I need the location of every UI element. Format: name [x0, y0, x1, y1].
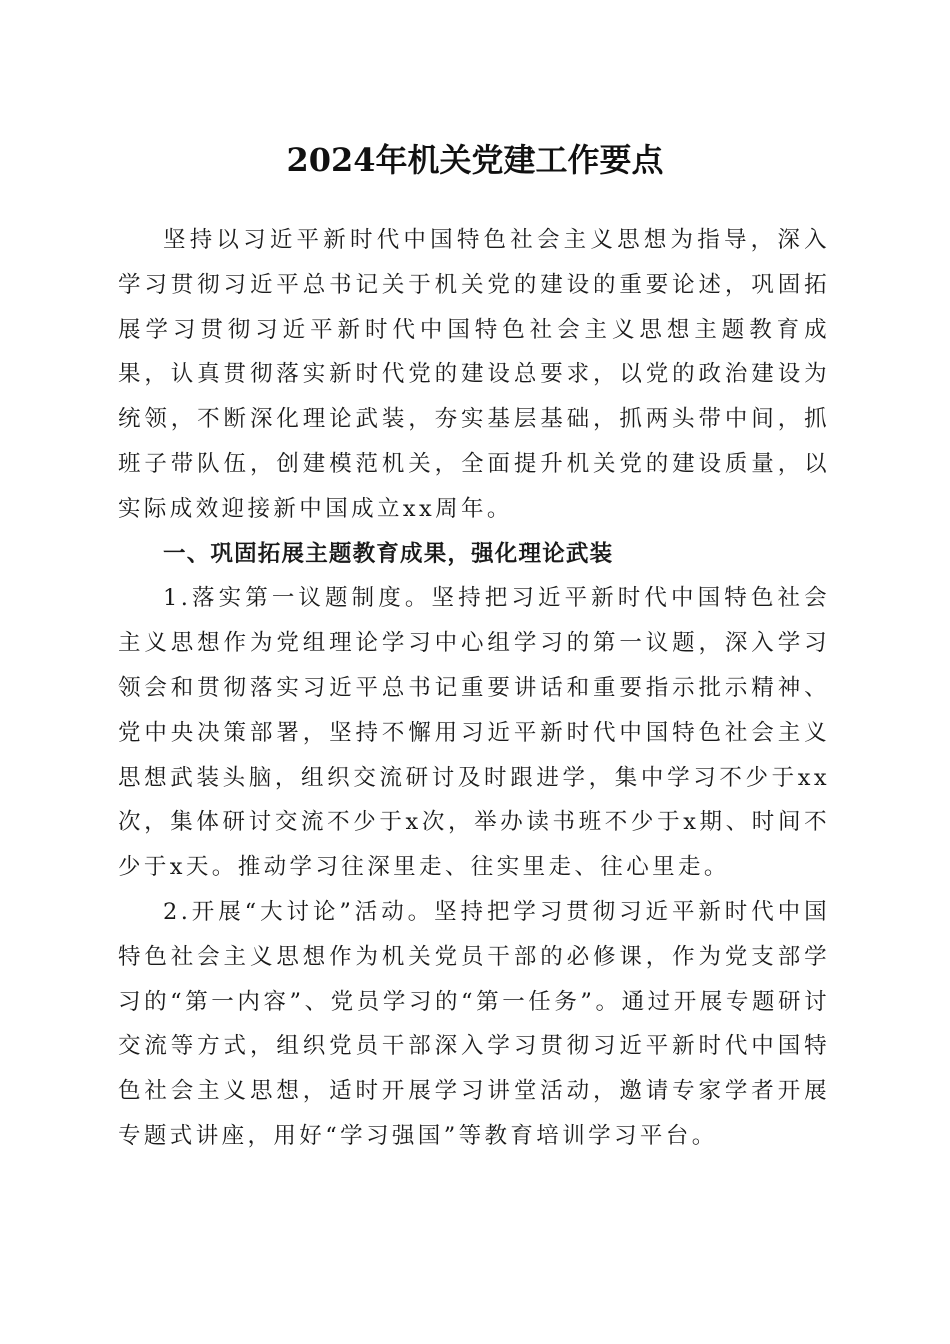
intro-paragraph: 坚持以习近平新时代中国特色社会主义思想为指导，深入学习贯彻习近平总书记关于机关党的建设的重要论述，巩固拓展学习贯彻习近平新时代中国特色社会主义思想主题教育成果，认真贯彻落实新时代党的建设总要求，以党的政治建设为统领，不断深化理论武装，夯实基层基础，抓两头带中间，抓班子带队伍，创建模范机关，全面提升机关党的建设质量，以实际成效迎接新中国成立xx周年。 [118, 227, 830, 522]
item-paragraph-2: 2.开展“大讨论”活动。坚持把学习贯彻习近平新时代中国特色社会主义思想作为机关党员干部的必修课，作为党支部学习的“第一内容”、党员学习的“第一任务”。通过开展专题研讨交流等方式，组织党员干部深入学习贯彻习近平新时代中国特色社会主义思想，适时开展学习讲堂活动，邀请专家学者开展专题式讲座，用好“学习强国”等教育培训学习平台。 [118, 898, 830, 1149]
item-paragraph-1: 1.落实第一议题制度。坚持把习近平新时代中国特色社会主义思想作为党组理论学习中心组学习的第一议题，深入学习领会和贯彻落实习近平总书记重要讲话和重要指示批示精神、党中央决策部署，坚持不懈用习近平新时代中国特色社会主义思想武装头脑，组织交流研讨及时跟进学，集中学习不少于xx次，集体研讨交流不少于x次，举办读书班不少于x期、时间不少于x天。推动学习往深里走、往实里走、往心里走。 [118, 585, 830, 881]
section-heading-1: 一、巩固拓展主题教育成果，强化理论武装 [163, 540, 614, 567]
document-title: 2024年机关党建工作要点 [286, 141, 664, 179]
document-body [118, 218, 830, 1159]
